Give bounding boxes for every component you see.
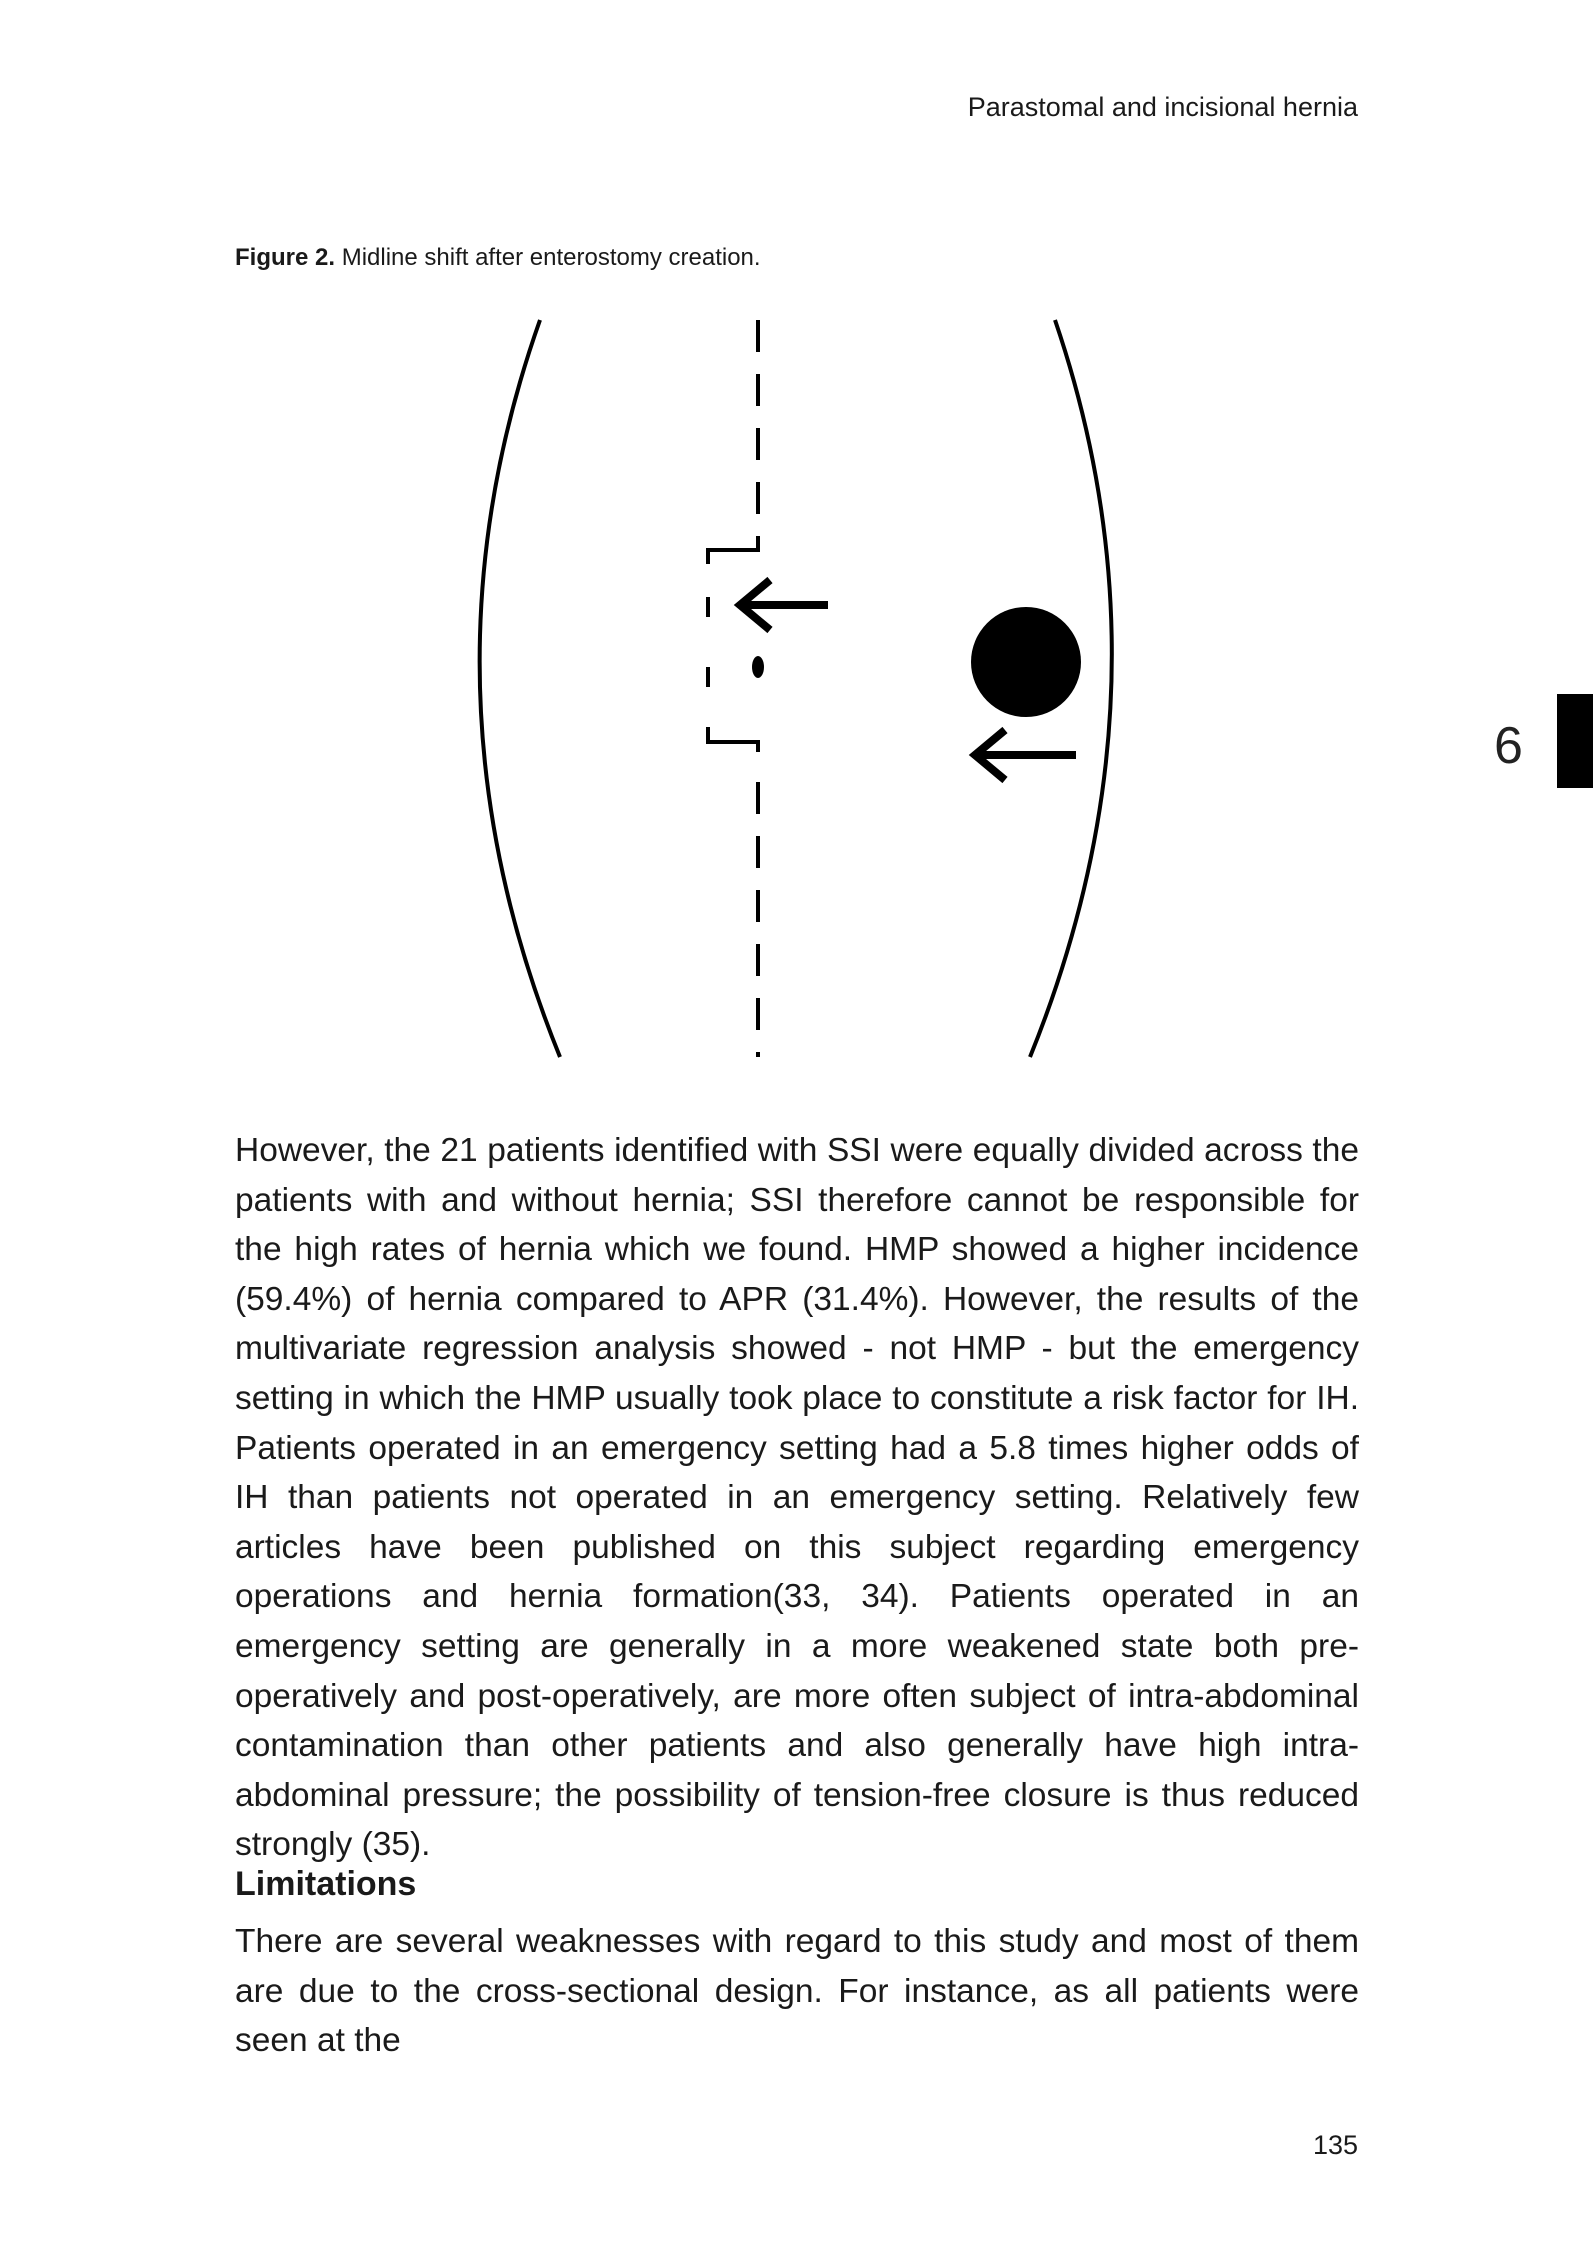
stoma-circle: [971, 607, 1081, 717]
left-abdominal-wall-arc: [480, 320, 560, 1057]
body-paragraph: However, the 21 patients identified with SSI were equally divided across the patients with and without hernia; SSI therefore cannot be responsible for the high rates of hernia which we found. HMP showed a higher incidence (59.4%) of hernia compared to APR (31.4%). However, the results of the multivariate regression analysis showed - not HMP - but the emergency setting in which the HMP usually took place to constitute a risk factor for IH. Patients operated in an emergency setting had a 5.8 times higher odds of IH than patients not operated in an emergency setting. Relatively few articles have been published on this subject regarding emergency operations and hernia formation(33, 34). Patients operated in an emergency setting are generally in a more weakened state both pre-operatively and post-operatively, are more often subject of intra-abdominal contamination than other patients and also generally have high intra-abdominal pressure; the possibility of tension-free closure is thus reduced strongly (35).: [235, 1132, 1359, 1864]
umbilicus-dot: [752, 656, 764, 678]
figure-caption-text: Midline shift after enterostomy creation.: [335, 244, 761, 271]
figure-label: Figure 2.: [235, 244, 336, 271]
midline-shift-figure: [440, 312, 1160, 1062]
page-number: 135: [1312, 2130, 1358, 2160]
running-head: Parastomal and incisional hernia: [967, 92, 1358, 122]
midline-shift-step-top: [708, 547, 758, 564]
section-heading: Limitations: [235, 1865, 417, 1903]
figure-caption: [235, 244, 761, 272]
chapter-tab: [1557, 694, 1593, 788]
section-paragraph: There are several weaknesses with regard to this study and most of them are due to the cross-sectional design. For instance, as all patients were seen at the: [235, 1923, 1359, 2060]
chapter-number: 6: [1494, 717, 1523, 775]
midline-shift-step-bottom: [708, 727, 758, 752]
